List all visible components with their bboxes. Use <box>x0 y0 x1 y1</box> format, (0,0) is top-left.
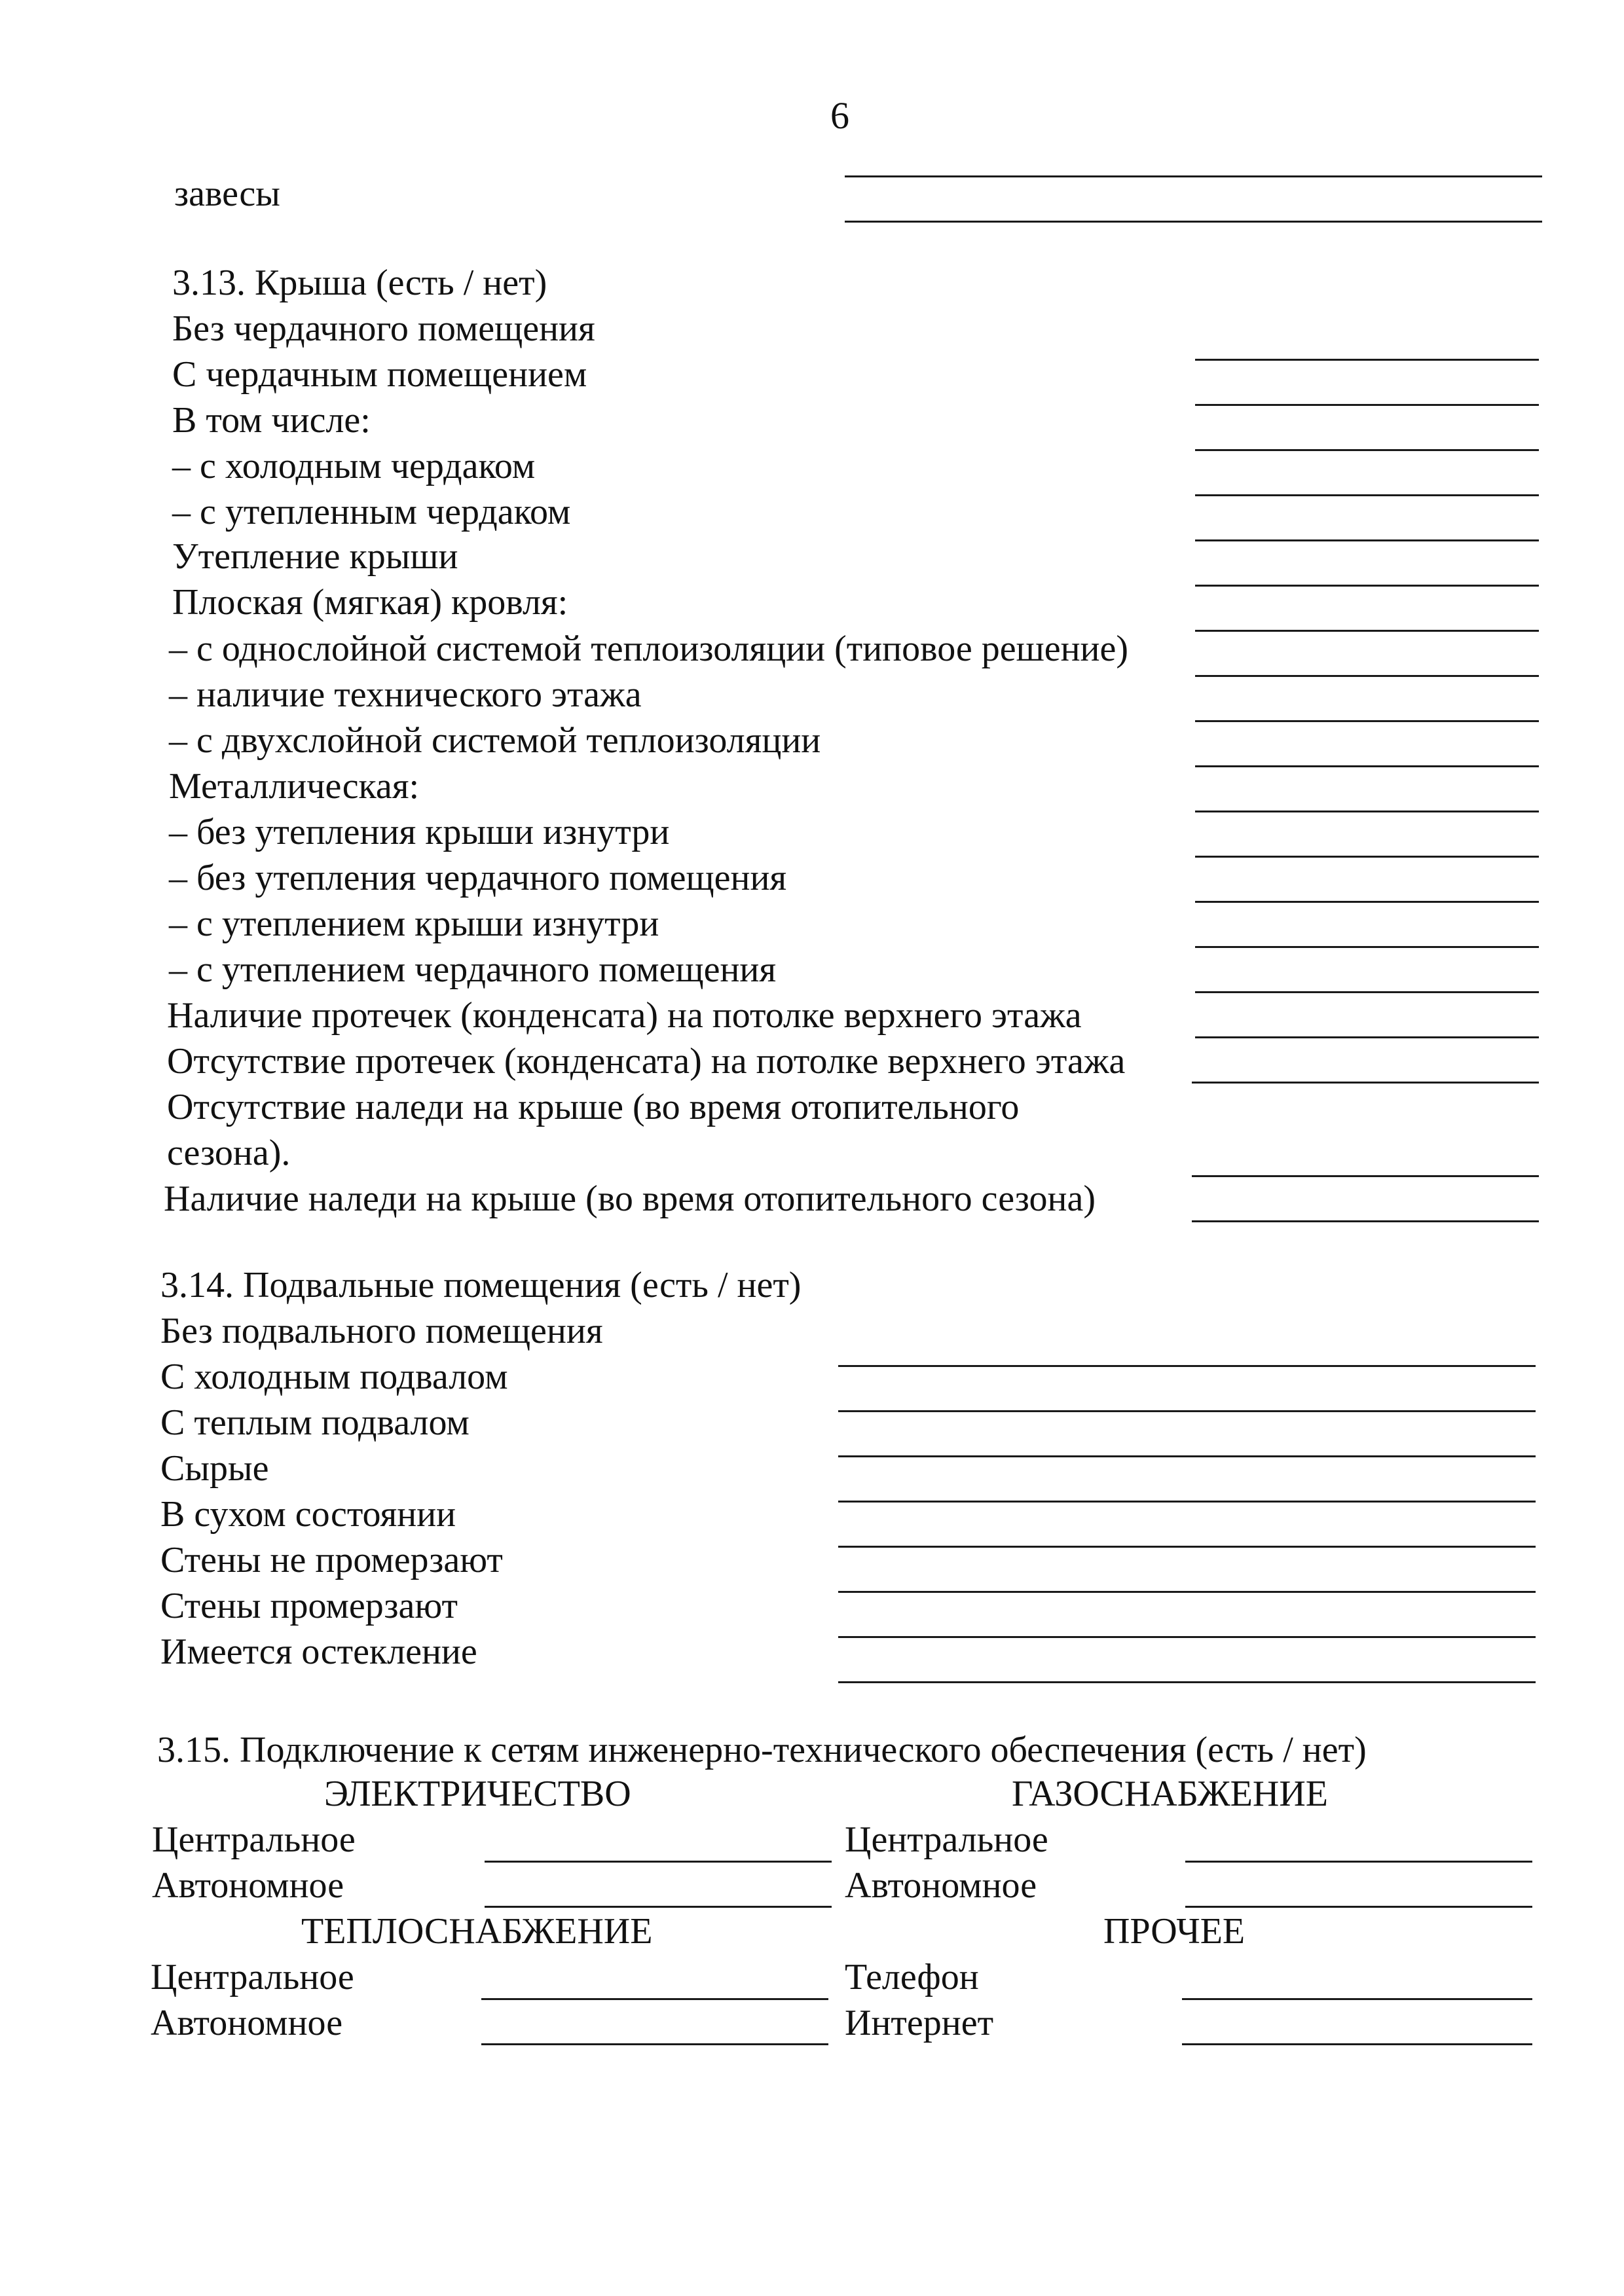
fill-line[interactable] <box>1192 1175 1539 1177</box>
gas-item: Автономное <box>845 1865 1037 1906</box>
roof-item: – с двухслойной системой теплоизоляции <box>169 720 821 761</box>
fill-line[interactable] <box>1195 449 1539 451</box>
fill-line[interactable] <box>1195 404 1539 406</box>
fill-line[interactable] <box>838 1591 1536 1593</box>
fill-line[interactable] <box>1182 2043 1532 2045</box>
fill-line[interactable] <box>1195 946 1539 948</box>
fill-line[interactable] <box>481 1998 828 2000</box>
fill-line[interactable] <box>1195 765 1539 767</box>
basement-item: Имеется остекление <box>160 1631 477 1672</box>
gas-title: ГАЗОСНАБЖЕНИЕ <box>1012 1774 1328 1814</box>
roof-item: – без утепления чердачного помещения <box>169 858 787 898</box>
fill-line[interactable] <box>1195 675 1539 677</box>
basement-item: Без подвального помещения <box>160 1311 603 1351</box>
basement-item: В сухом состоянии <box>160 1494 456 1535</box>
fill-line[interactable] <box>1182 1998 1532 2000</box>
fill-line[interactable] <box>1195 901 1539 903</box>
other-item: Интернет <box>845 2003 994 2043</box>
roof-item: – наличие технического этажа <box>169 674 642 715</box>
roof-item: Металлическая: <box>169 766 420 807</box>
fill-line[interactable] <box>1195 494 1539 496</box>
roof-item: В том числе: <box>172 400 371 441</box>
basement-heading: 3.14. Подвальные помещения (есть / нет) <box>160 1265 802 1305</box>
fill-line[interactable] <box>1195 359 1539 361</box>
fill-line[interactable] <box>1195 1036 1539 1038</box>
fill-line[interactable] <box>1195 720 1539 722</box>
page-number: 6 <box>830 94 849 137</box>
other-title: ПРОЧЕЕ <box>1103 1911 1246 1952</box>
electricity-item: Центральное <box>152 1819 356 1860</box>
roof-item: сезона). <box>167 1133 291 1173</box>
fill-line[interactable] <box>838 1546 1536 1548</box>
other-item: Телефон <box>845 1957 979 1997</box>
fill-line[interactable] <box>838 1681 1536 1683</box>
roof-item: – с утепленным чердаком <box>172 492 571 532</box>
roof-item: – с однослойной системой теплоизоляции (типовое решение) <box>169 629 1129 669</box>
fill-line[interactable] <box>845 175 1542 177</box>
roof-item: – с утеплением чердачного помещения <box>169 949 777 990</box>
fill-line[interactable] <box>1195 856 1539 858</box>
roof-item: С чердачным помещением <box>172 354 587 395</box>
roof-item: Утепление крыши <box>172 536 458 577</box>
roof-item: Отсутствие протечек (конденсата) на потолке верхнего этажа <box>167 1041 1126 1082</box>
roof-item: – с утеплением крыши изнутри <box>169 903 659 944</box>
roof-heading: 3.13. Крыша (есть / нет) <box>172 263 547 303</box>
roof-item: Плоская (мягкая) кровля: <box>172 582 568 623</box>
fill-line[interactable] <box>838 1455 1536 1457</box>
heating-title: ТЕПЛОСНАБЖЕНИЕ <box>301 1911 653 1952</box>
fill-line[interactable] <box>485 1906 832 1908</box>
fill-line[interactable] <box>1195 811 1539 812</box>
heating-item: Автономное <box>151 2003 343 2043</box>
fill-line[interactable] <box>485 1861 832 1863</box>
basement-item: Стены не промерзают <box>160 1540 503 1580</box>
fill-line[interactable] <box>845 221 1542 223</box>
fill-line[interactable] <box>1192 1220 1539 1222</box>
utilities-heading: 3.15. Подключение к сетям инженерно-технического обеспечения (есть / нет) <box>157 1730 1367 1770</box>
roof-item: Наличие протечек (конденсата) на потолке верхнего этажа <box>167 995 1082 1036</box>
fill-line[interactable] <box>1185 1906 1532 1908</box>
basement-item: Стены промерзают <box>160 1586 458 1626</box>
roof-item: Без чердачного помещения <box>172 308 595 349</box>
basement-item: С теплым подвалом <box>160 1402 470 1443</box>
fill-line[interactable] <box>481 2043 828 2045</box>
roof-item: – с холодным чердаком <box>172 446 536 486</box>
fill-line[interactable] <box>1192 1082 1539 1084</box>
fill-line[interactable] <box>838 1410 1536 1412</box>
basement-item: С холодным подвалом <box>160 1357 508 1397</box>
electricity-title: ЭЛЕКТРИЧЕСТВО <box>324 1774 631 1814</box>
fill-line[interactable] <box>1195 585 1539 587</box>
basement-item: Сырые <box>160 1448 269 1489</box>
electricity-item: Автономное <box>152 1865 344 1906</box>
fill-line[interactable] <box>838 1636 1536 1638</box>
roof-item: – без утепления крыши изнутри <box>169 812 670 852</box>
roof-item: Наличие наледи на крыше (во время отопительного сезона) <box>164 1178 1096 1219</box>
roof-item: Отсутствие наледи на крыше (во время отопительного <box>167 1087 1020 1127</box>
fill-line[interactable] <box>1195 539 1539 541</box>
fill-line[interactable] <box>1185 1861 1532 1863</box>
intro-label: завесы <box>174 173 280 214</box>
fill-line[interactable] <box>838 1501 1536 1503</box>
fill-line[interactable] <box>838 1365 1536 1367</box>
heating-item: Центральное <box>151 1957 354 1997</box>
fill-line[interactable] <box>1195 630 1539 632</box>
fill-line[interactable] <box>1195 991 1539 993</box>
gas-item: Центральное <box>845 1819 1048 1860</box>
